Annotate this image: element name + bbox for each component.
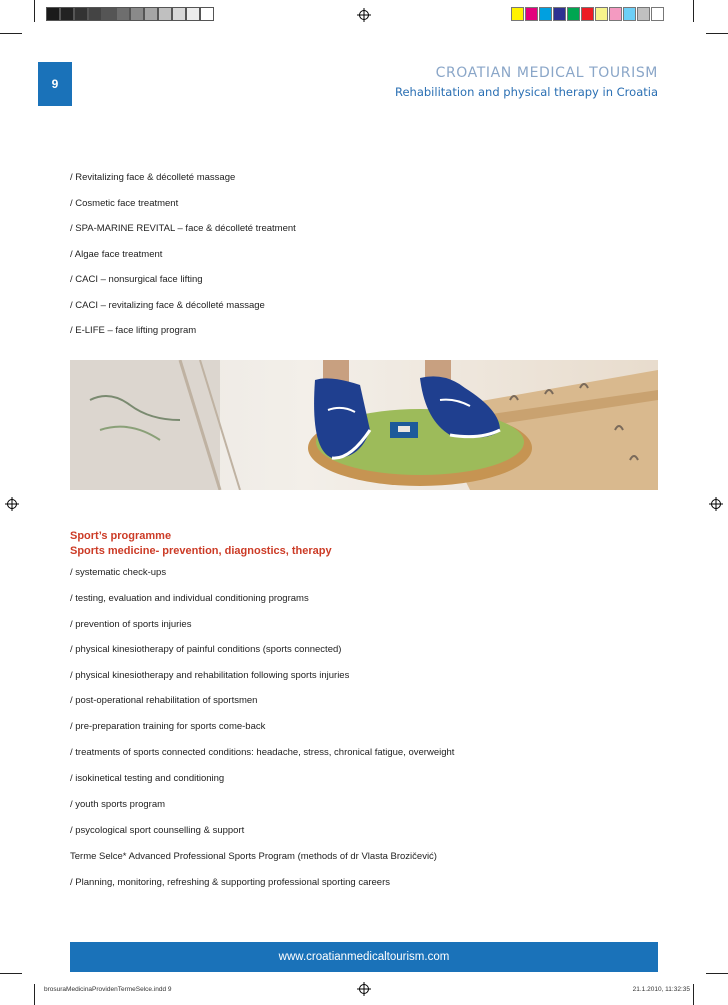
color-swatch (553, 7, 566, 21)
color-swatch (567, 7, 580, 21)
crop-mark (706, 973, 728, 974)
gray-swatch (102, 7, 116, 21)
list-item: / physical kinesiotherapy and rehabilitation following sports injuries (70, 670, 350, 681)
crop-mark (693, 0, 694, 22)
gray-swatch (116, 7, 130, 21)
list-item: / prevention of sports injuries (70, 619, 192, 630)
color-swatch (581, 7, 594, 21)
list-item: / isokinetical testing and conditioning (70, 773, 225, 784)
page-number: 9 (51, 77, 59, 91)
list-item: / Revitalizing face & décolleté massage (70, 172, 236, 183)
color-swatch (595, 7, 608, 21)
gray-swatch (46, 7, 60, 21)
color-swatch (623, 7, 636, 21)
list-item: / systematic check-ups (70, 567, 167, 578)
crop-mark (693, 984, 694, 1005)
list-item: / youth sports program (70, 799, 166, 810)
gray-swatch (186, 7, 200, 21)
list-item: Terme Selce* Advanced Professional Sports Program (methods of dr Vlasta Brozičević) (70, 851, 437, 862)
list-item: / psycological sport counselling & support (70, 825, 245, 836)
crop-mark (34, 984, 35, 1005)
gray-swatch (74, 7, 88, 21)
gray-swatch (172, 7, 186, 21)
list-item: / testing, evaluation and individual conditioning programs (70, 593, 309, 604)
crop-mark (0, 33, 22, 34)
color-swatch (637, 7, 650, 21)
section-subheading: Sports medicine- prevention, diagnostics, therapy (70, 545, 332, 557)
slug-filename: brosuraMedicinaProvidenTermeSelce.indd 9 (44, 986, 172, 993)
registration-mark-icon (357, 982, 371, 996)
footer-bar (70, 942, 658, 972)
list-item: / SPA-MARINE REVITAL – face & décolleté treatment (70, 223, 296, 234)
slug-timestamp: 21.1.2010, 11:32:35 (632, 986, 690, 993)
section-heading: Sport’s programme (70, 530, 172, 542)
gray-swatch (60, 7, 74, 21)
gray-swatch (158, 7, 172, 21)
crop-mark (706, 33, 728, 34)
list-item: / CACI – revitalizing face & décolleté massage (70, 300, 265, 311)
list-item: / treatments of sports connected conditions: headache, stress, chronical fatigue, overweight (70, 747, 455, 758)
gray-swatch (144, 7, 158, 21)
registration-mark-icon (5, 497, 19, 511)
gray-swatch (130, 7, 144, 21)
sports-rehab-photo (70, 360, 658, 490)
gray-swatch (200, 7, 214, 21)
list-item: / CACI – nonsurgical face lifting (70, 274, 203, 285)
registration-mark-icon (357, 8, 371, 22)
list-item: / Planning, monitoring, refreshing & supporting professional sporting careers (70, 877, 391, 888)
color-swatch (539, 7, 552, 21)
list-item: / Cosmetic face treatment (70, 198, 179, 209)
color-swatch (525, 7, 538, 21)
crop-mark (0, 973, 22, 974)
color-swatch (609, 7, 622, 21)
registration-mark-icon (709, 497, 723, 511)
list-item: / post-operational rehabilitation of sportsmen (70, 695, 258, 706)
header-title: CROATIAN MEDICAL TOURISM (435, 65, 658, 81)
color-swatch (511, 7, 524, 21)
list-item: / physical kinesiotherapy of painful conditions (sports connected) (70, 644, 342, 655)
color-swatch (651, 7, 664, 21)
balance-board-illustration (70, 360, 658, 490)
page-number-box (38, 62, 72, 106)
list-item: / pre-preparation training for sports come-back (70, 721, 266, 732)
header-subtitle: Rehabilitation and physical therapy in Croatia (395, 85, 658, 99)
list-item: / E-LIFE – face lifting program (70, 325, 197, 336)
gray-swatch (88, 7, 102, 21)
website-link[interactable]: www.croatianmedicaltourism.com (278, 951, 450, 963)
list-item: / Algae face treatment (70, 249, 163, 260)
crop-mark (34, 0, 35, 22)
